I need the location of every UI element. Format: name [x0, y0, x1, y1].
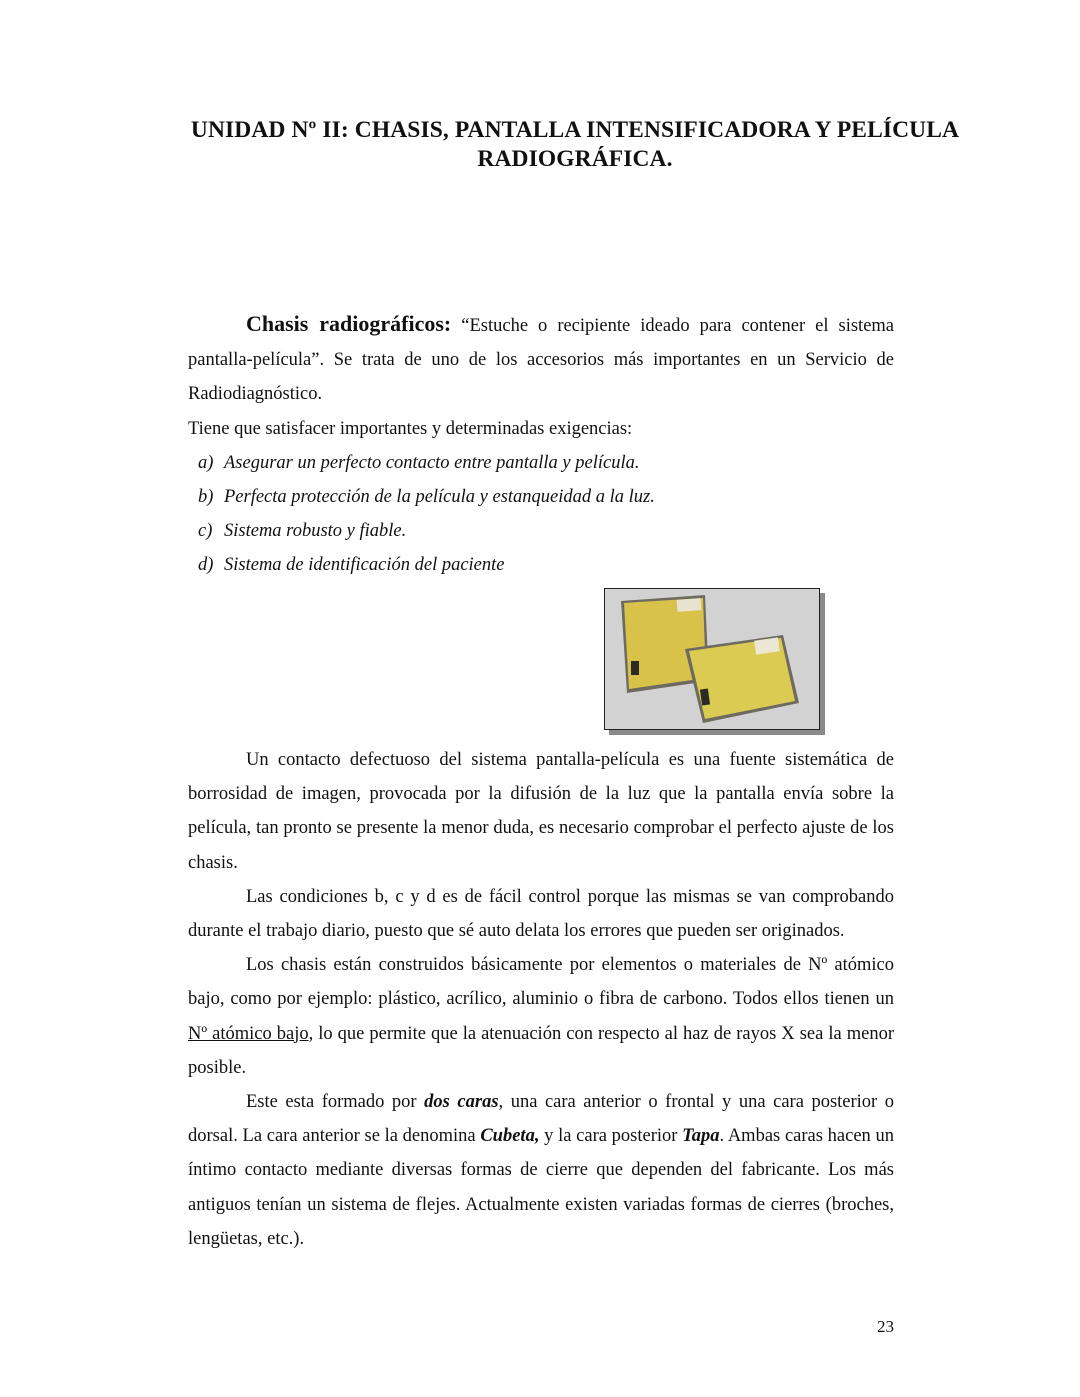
unit-title-line-2: RADIOGRÁFICA. — [477, 146, 673, 172]
list-text: Asegurar un perfecto contacto entre pantalla y película. — [224, 452, 640, 473]
list-marker: c) — [198, 521, 213, 542]
text-run: , lo que permite que la atenuación con respecto al haz de rayos X sea la menor posible. — [188, 1023, 894, 1078]
text-run: , una cara anterior o frontal y una cara posterior o dorsal. La cara anterior se la denomina — [188, 1092, 895, 1147]
cassette-illustration — [605, 589, 819, 729]
requirements-list — [188, 446, 894, 583]
paragraph-contact: Un contacto defectuoso del sistema pantalla-película es una fuente sistemática de borrosidad de imagen, provocada por la difusión de la luz que la pantalla envía sobre la película, tan pronto se presente la menor duda, es necesario comprobar el perfecto ajuste de los chasis. — [188, 750, 894, 873]
text-run: . Ambas caras hacen un íntimo contacto mediante diversas formas de cierre que dependen del fabricante. Los más antiguos tenían un sistema de flejes. Actualmente existen variadas formas de cierres (broches, lengüetas, etc.). — [188, 1126, 894, 1249]
emphasis-term: Tapa — [682, 1126, 720, 1147]
cassette-photo — [604, 588, 820, 730]
intro-term: Chasis radiográficos: — [246, 311, 452, 336]
main-section — [188, 743, 894, 1256]
paragraph-conditions: Las condiciones b, c y d es de fácil control porque las mismas se van comprobando durante el trabajo diario, puesto que sé auto delata los errores que pueden ser originados. — [188, 886, 894, 942]
paragraph-faces — [188, 1085, 894, 1256]
unit-title-line-1: UNIDAD Nº II: CHASIS, PANTALLA INTENSIFICADORA Y PELÍCULA — [190, 117, 960, 143]
intro-paragraph — [188, 307, 894, 412]
list-item — [188, 548, 894, 582]
list-item — [188, 514, 894, 548]
intro-definition: “Estuche o recipiente ideado para contener el sistema pantalla-película”. Se trata de uno de los accesorios más importantes en un Servicio de Radiodiagnóstico. — [188, 316, 895, 405]
unit-title — [180, 116, 970, 174]
list-marker: d) — [198, 555, 214, 576]
text-run: y la cara posterior — [539, 1126, 683, 1147]
text-run: Este esta formado por — [246, 1092, 425, 1113]
requirements-intro: Tiene que satisfacer importantes y determinadas exigencias: — [188, 418, 633, 439]
page-number: 23 — [877, 1317, 894, 1336]
list-marker: a) — [198, 452, 214, 473]
list-text: Sistema de identificación del paciente — [224, 555, 505, 576]
list-item — [188, 480, 894, 514]
intro-section — [188, 307, 894, 583]
emphasis-term: dos caras — [424, 1092, 499, 1113]
text-run: Los chasis están construidos básicamente por elementos o materiales de Nº atómico bajo, como por ejemplo: plástico, acrílico, aluminio o fibra de carbono. Todos ellos tienen un — [188, 955, 894, 1010]
list-marker: b) — [198, 487, 214, 508]
underlined-term: Nº atómico bajo — [188, 1023, 309, 1044]
paragraph-materials — [188, 948, 894, 1085]
list-item — [188, 446, 894, 480]
list-text: Sistema robusto y fiable. — [224, 521, 407, 542]
list-text: Perfecta protección de la película y estanqueidad a la luz. — [224, 487, 655, 508]
emphasis-term: Cubeta, — [480, 1126, 540, 1147]
